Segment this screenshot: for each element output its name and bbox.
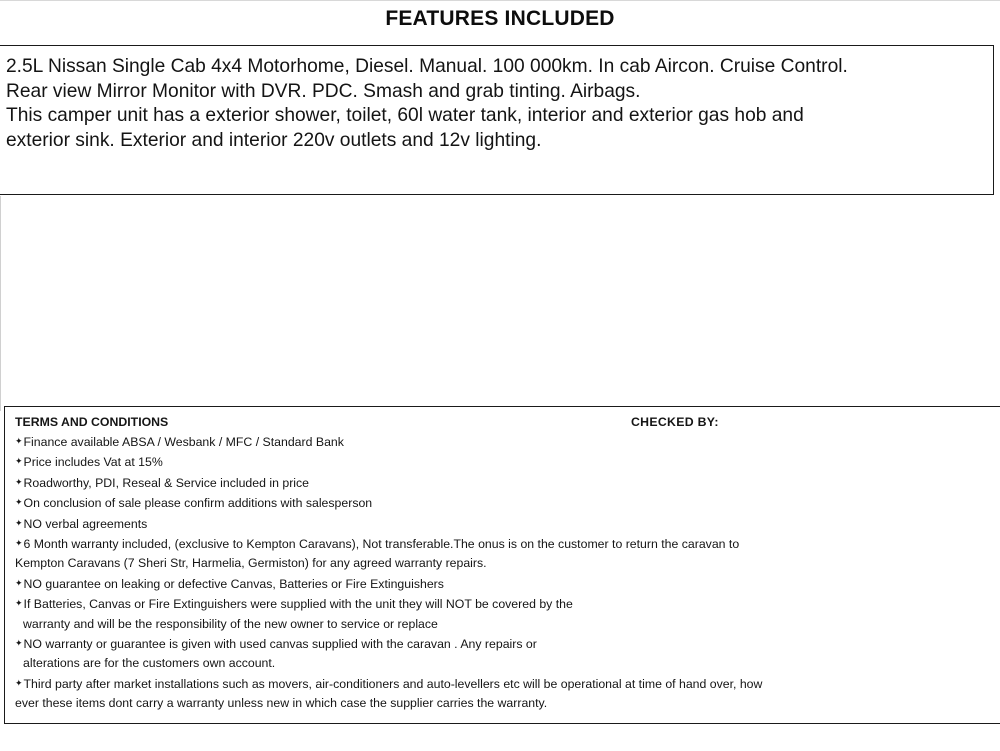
terms-item: ✦Finance available ABSA / Wesbank / MFC / Standard Bank	[15, 435, 344, 449]
bullet-icon: ✦	[15, 538, 23, 549]
terms-item: ✦NO verbal agreements	[15, 516, 148, 531]
bullet-icon: ✦	[15, 497, 23, 508]
terms-item: ✦NO warranty or guarantee is given with used canvas supplied with the caravan . Any repairs or	[15, 637, 537, 652]
terms-item: ✦If Batteries, Canvas or Fire Extinguishers were supplied with the unit they will NOT be covered by the	[15, 597, 573, 612]
bullet-icon: ✦	[15, 577, 23, 588]
bullet-icon: ✦	[15, 476, 23, 487]
terms-item: ✦Roadworthy, PDI, Reseal & Service included in price	[15, 475, 310, 490]
terms-item: ✦Third party after market installations such as movers, air-conditioners and auto-levellers etc will be operational at time of hand over, how	[15, 676, 763, 691]
checked-by-label: CHECKED BY:	[631, 415, 719, 429]
bullet-icon: ✦	[15, 436, 23, 446]
terms-box	[4, 406, 1000, 724]
page-title: FEATURES INCLUDED	[385, 7, 615, 30]
features-box	[0, 45, 994, 195]
features-line: exterior sink. Exterior and interior 220v outlets and 12v lighting.	[6, 129, 542, 151]
terms-item-continuation: ever these items dont carry a warranty unless new in which case the supplier carries the warranty.	[15, 696, 548, 711]
terms-item: ✦6 Month warranty included, (exclusive to Kempton Caravans), Not transferable.The onus is on the customer to return the caravan to	[15, 537, 740, 552]
terms-item: ✦Price includes Vat at 15%	[15, 455, 163, 470]
terms-header	[15, 413, 992, 432]
terms-item: ✦On conclusion of sale please confirm additions with salesperson	[15, 496, 373, 511]
terms-title: TERMS AND CONDITIONS	[15, 415, 169, 429]
terms-item-continuation: Kempton Caravans (7 Sheri Str, Harmelia, Germiston) for any agreed warranty repairs.	[15, 556, 487, 571]
features-line: Rear view Mirror Monitor with DVR. PDC. Smash and grab tinting. Airbags.	[6, 80, 641, 102]
bullet-icon: ✦	[15, 638, 23, 649]
bullet-icon: ✦	[15, 677, 23, 688]
bullet-icon: ✦	[15, 456, 23, 467]
terms-item-continuation: alterations are for the customers own account.	[23, 656, 276, 671]
terms-item-continuation: warranty and will be the responsibility of the new owner to service or replace	[23, 616, 438, 631]
features-line: This camper unit has a exterior shower, toilet, 60l water tank, interior and exterior gas hob and	[6, 105, 804, 126]
bullet-icon: ✦	[15, 517, 23, 528]
features-line: 2.5L Nissan Single Cab 4x4 Motorhome, Diesel. Manual. 100 000km. In cab Aircon. Cruise Control.	[6, 56, 848, 77]
bullet-icon: ✦	[15, 598, 23, 609]
margin-rule	[0, 196, 1, 411]
terms-item: ✦NO guarantee on leaking or defective Canvas, Batteries or Fire Extinguishers	[15, 576, 444, 591]
